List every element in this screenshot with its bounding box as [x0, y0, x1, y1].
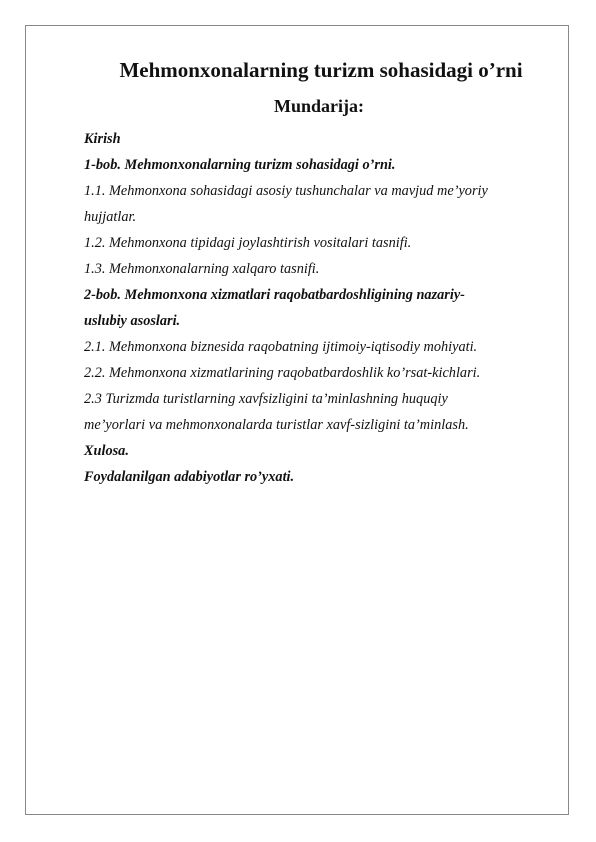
table-of-contents [84, 126, 554, 490]
toc-item: Kirish [84, 131, 121, 147]
toc-item: 2.1. Mehmonxona biznesida raqobatning ijtimoiy-iqtisodiy mohiyati. [84, 339, 478, 355]
toc-item: 1-bob. Mehmonxonalarning turizm sohasidagi o’rni. [84, 157, 396, 173]
toc-item: 1.3. Mehmonxonalarning xalqaro tasnifi. [84, 261, 320, 277]
toc-item: me’yorlari va mehmonxonalarda turistlar xavf-sizligini ta’minlash. [84, 417, 469, 433]
toc-item: Xulosa. [84, 443, 129, 459]
toc-item: 1.2. Mehmonxona tipidagi joylashtirish vositalari tasnifi. [84, 235, 412, 251]
toc-item: 1.1. Mehmonxona sohasidagi asosiy tushunchalar va mavjud me’yoriy [84, 183, 488, 199]
toc-item: 2-bob. Mehmonxona xizmatlari raqobatbardoshligining nazariy- [84, 287, 465, 303]
toc-item: hujjatlar. [84, 209, 137, 225]
toc-item: 2.2. Mehmonxona xizmatlarining raqobatbardoshlik ko’rsat-kichlari. [84, 365, 481, 381]
toc-item: Foydalanilgan adabiyotlar ro’yxati. [84, 469, 295, 485]
toc-item: 2.3 Turizmda turistlarning xavfsizligini ta’minlashning huquqiy [84, 391, 448, 407]
toc-heading: Mundarija: [274, 96, 364, 116]
toc-item: uslubiy asoslari. [84, 313, 181, 329]
document-title: Mehmonxonalarning turizm sohasidagi o’rni [119, 58, 523, 82]
